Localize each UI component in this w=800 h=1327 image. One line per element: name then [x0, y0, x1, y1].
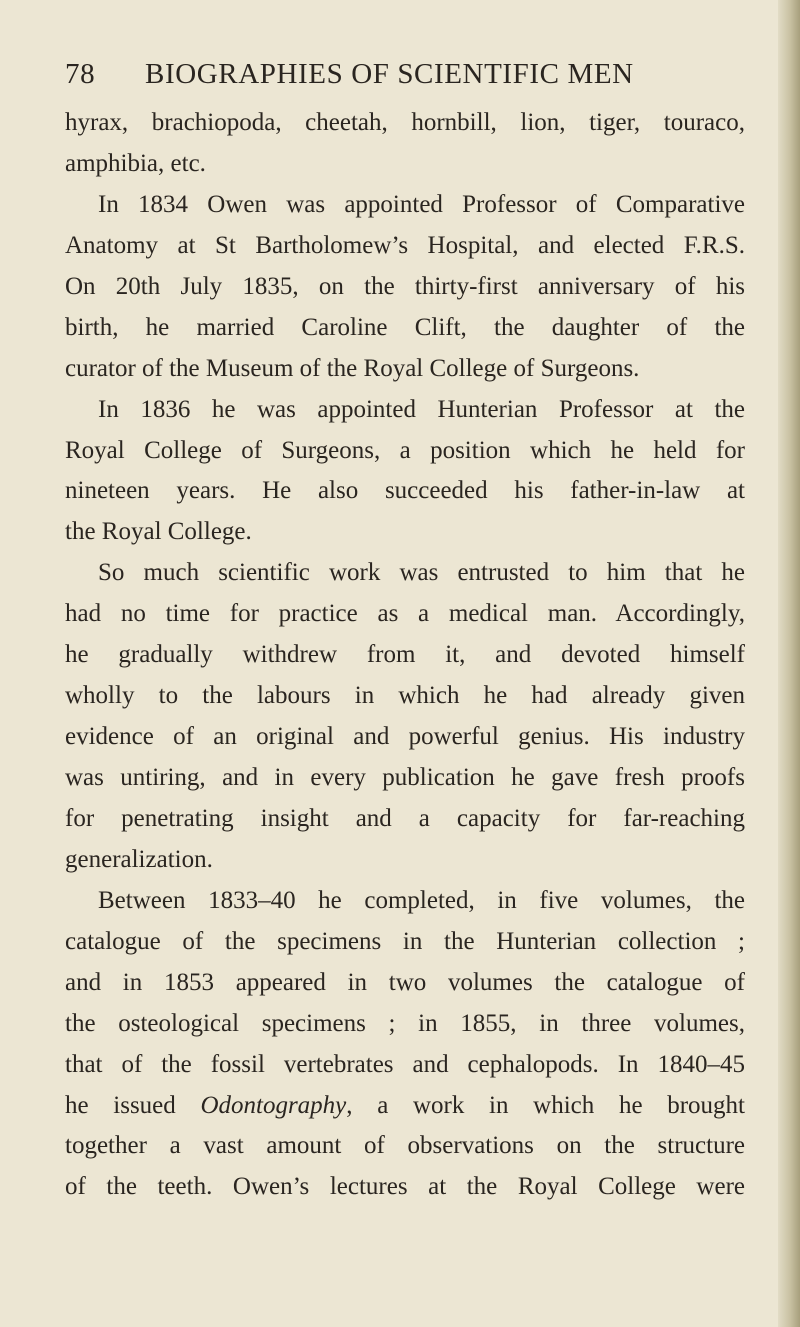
text-line: catalogue of the specimens in the Hunterian collection ; — [65, 927, 745, 955]
text-line: and in 1853 appeared in two volumes the catalogue of — [65, 968, 745, 996]
text-line: he gradually withdrew from it, and devoted himself — [65, 641, 745, 669]
text-line-with-title — [65, 1086, 745, 1127]
book-title: Odontography — [200, 1091, 347, 1119]
paragraph-start-line: So much scientific work was entrusted to him that he — [98, 559, 745, 587]
paragraph-start-line: In 1834 Owen was appointed Professor of Comparative — [98, 190, 745, 218]
text-line: for penetrating insight and a capacity for far-reaching — [65, 804, 745, 832]
text-segment: he issued — [65, 1091, 201, 1119]
text-line: wholly to the labours in which he had already given — [65, 682, 745, 710]
text-segment: , a work in which he brought — [346, 1091, 745, 1119]
page-number: 78 — [65, 58, 96, 90]
text-line: nineteen years. He also succeeded his father-in-law at — [65, 477, 745, 505]
paragraph-start-line: In 1836 he was appointed Hunterian Professor at the — [98, 395, 745, 423]
text-line: the Royal College. — [65, 518, 252, 546]
text-line: birth, he married Caroline Clift, the daughter of the — [65, 313, 745, 341]
text-line: had no time for practice as a medical man. Accordingly, — [65, 600, 745, 628]
text-line: curator of the Museum of the Royal College of Surgeons. — [65, 354, 640, 382]
text-line: together a vast amount of observations on the structure — [65, 1132, 745, 1160]
text-line: amphibia, etc. — [65, 149, 206, 177]
text-line: evidence of an original and powerful genius. His industry — [65, 723, 745, 751]
page-edge-shadow — [778, 0, 800, 1327]
text-line: of the teeth. Owen’s lectures at the Royal College were — [65, 1173, 745, 1201]
text-line: On 20th July 1835, on the thirty-first anniversary of his — [65, 272, 745, 300]
paragraph-start-line: Between 1833–40 he completed, in five volumes, the — [98, 886, 745, 914]
text-line: hyrax, brachiopoda, cheetah, hornbill, lion, tiger, touraco, — [65, 109, 745, 136]
text-line: Royal College of Surgeons, a position which he held for — [65, 436, 745, 464]
page-header — [65, 58, 745, 98]
text-line: Anatomy at St Bartholomew’s Hospital, and elected F.R.S. — [65, 231, 745, 259]
text-line: was untiring, and in every publication he gave fresh proofs — [65, 764, 745, 791]
running-head: BIOGRAPHIES OF SCIENTIFIC MEN — [145, 58, 634, 90]
body-text — [65, 103, 745, 1208]
text-line: generalization. — [65, 845, 213, 873]
text-line: the osteological specimens ; in 1855, in three volumes, — [65, 1009, 745, 1037]
text-line: that of the fossil vertebrates and cephalopods. In 1840–45 — [65, 1050, 745, 1078]
